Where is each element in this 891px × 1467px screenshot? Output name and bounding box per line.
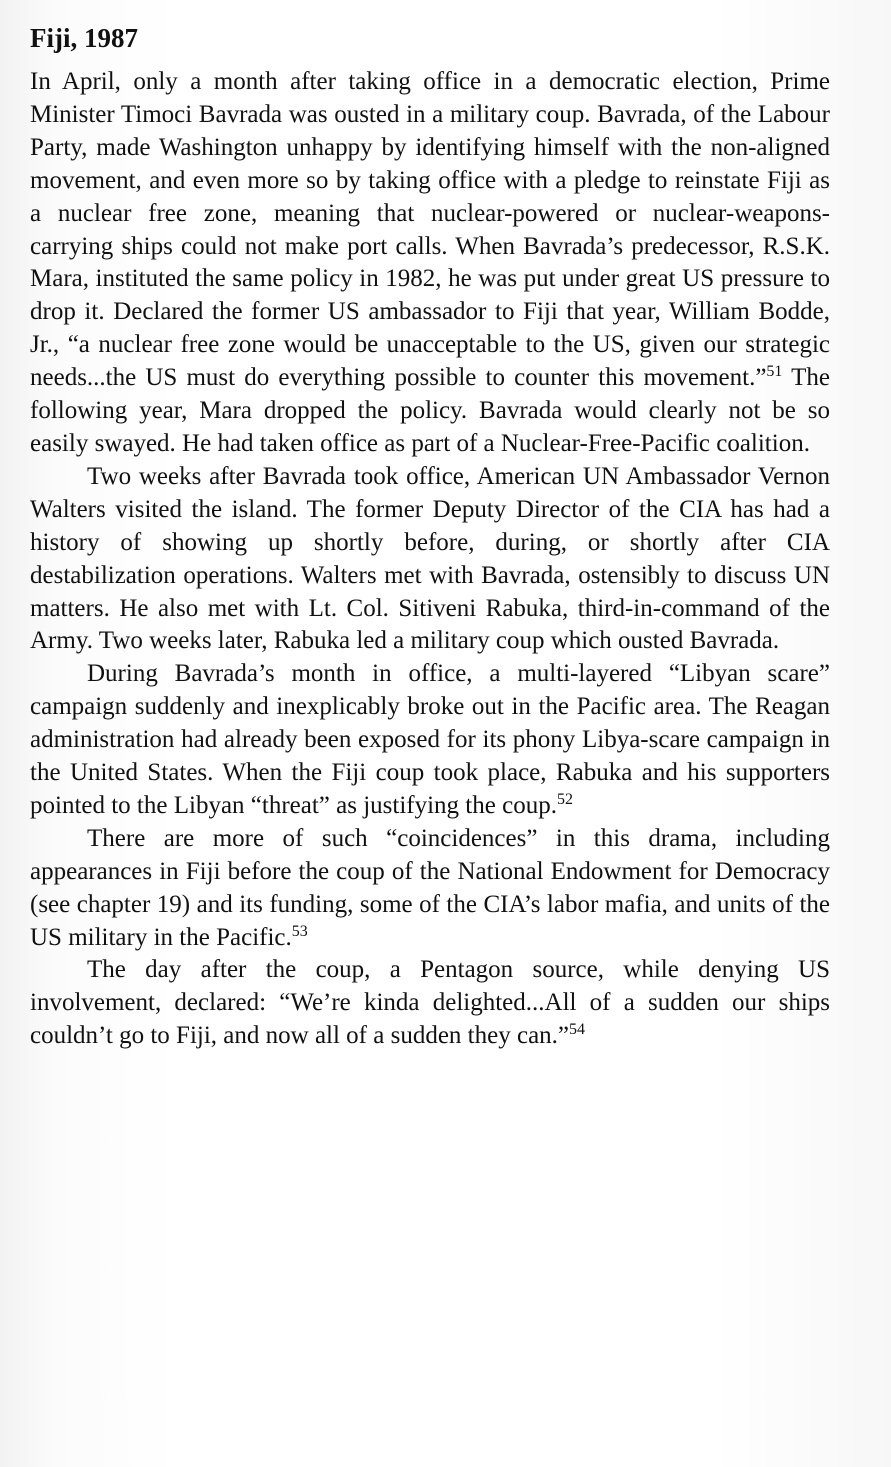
paragraph-5-text: The day after the coup, a Pentagon source, while denying US involvement, declared: “We’re kinda delighted...All of a sudden our ships couldn’t go to Fiji, and now all of a sudden they can.” [30,956,830,1050]
footnote-ref-54: 54 [569,1021,586,1039]
paragraph-2 [30,461,830,658]
paragraph-3-text: During Bavrada’s month in office, a multi-layered “Libyan scare” campaign suddenly and inexplicably broke out in the Pacific area. The Reagan administration had already been exposed for its phony Libya-scare campaign in the United States. When the Fiji coup took place, Rabuka and his supporters pointed to the Libyan “threat” as justifying the coup. [30,660,830,819]
paragraph-4 [30,823,830,955]
paragraph-4-text: There are more of such “coincidences” in this drama, including appearances in Fiji before the coup of the National Endowment for Democracy (see chapter 19) and its funding, some of the CIA’s labor mafia, and units of the US military in the Pacific. [30,824,830,951]
paragraph-2-text: Two weeks after Bavrada took office, American UN Ambassador Vernon Walters visited the island. The former Deputy Director of the CIA has had a history of showing up shortly before, during, or shortly after CIA destabilization operations. Walters met with Bavrada, ostensibly to discuss UN matters. He also met with Lt. Col. Sitiveni Rabuka, third-in-command of the Army. Two weeks later, Rabuka led a military coup which ousted Bavrada. [30,462,830,655]
paragraph-1 [30,66,830,461]
footnote-ref-51: 51 [766,363,783,381]
book-page [30,18,830,1053]
footnote-ref-53: 53 [291,922,308,940]
paragraph-1-text: In April, only a month after taking office in a democratic election, Prime Minister Timoci Bavrada was ousted in a military coup. Bavrada, of the Labour Party, made Washington unhappy by identifying himself with the non-aligned movement, and even more so by taking office with a pledge to reinstate Fiji as a nuclear free zone, meaning that nuclear-powered or nuclear-weapons- carrying ships could not make port calls. When Bavrada’s predecessor, R.S.K. Mara, instituted the same policy in 1982, he was put under great US pressure to drop it. Declared the former US ambassador to Fiji that year, William Bodde, Jr., “a nuclear free zone would be unacceptable to the US, given our strategic needs...the US must do everything possible to counter this movement.” [30,68,830,392]
section-heading: Fiji, 1987 [30,23,138,53]
paragraph-5 [30,954,830,1053]
paragraph-1-continuation: The following year, Mara dropped the policy. Bavrada would clearly not be so easily swayed. He had taken office as part of a Nuclear-Free-Pacific coalition. [30,364,830,457]
paragraph-3 [30,658,830,823]
footnote-ref-52: 52 [556,790,573,808]
